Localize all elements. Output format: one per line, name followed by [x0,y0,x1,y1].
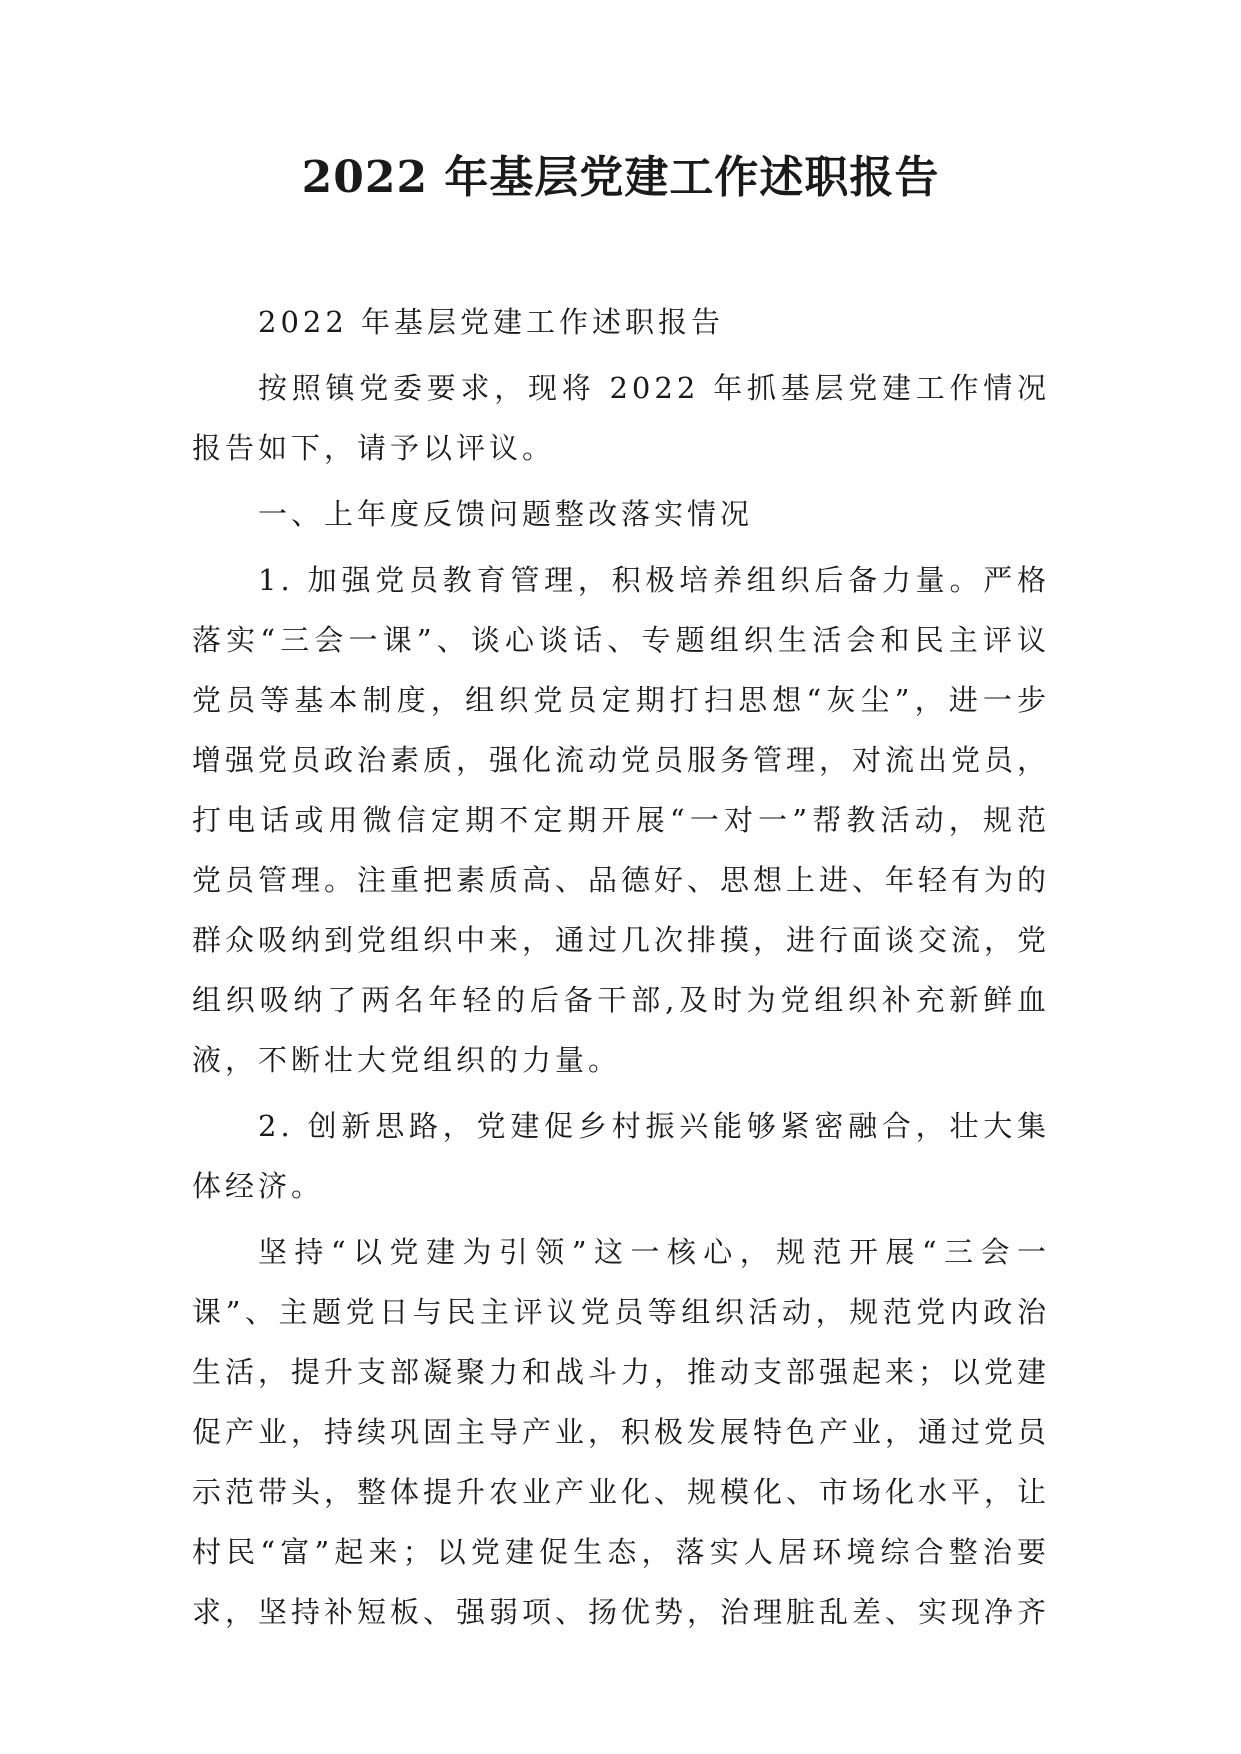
document-body [192,292,1050,1648]
section-heading-1: 一、上年度反馈问题整改落实情况 [258,497,754,531]
paragraph-item-2: 2. 创新思路，党建促乡村振兴能够紧密融合，壮大集体经济。 [192,1109,1050,1203]
paragraph-item-2-detail: 坚持“以党建为引领”这一核心，规范开展“三会一课”、主题党日与民主评议党员等组织活动，规范党内政治生活，提升支部凝聚力和战斗力，推动支部强起来；以党建促产业，持续巩固主导产业，积极发展特色产业，通过党员示范带头，整体提升农业产业化、规模化、市场化水平，让村民“富”起来；以党建促生态，落实人居环境综合整治要求，坚持补短板、强弱项、扬优势，治理脏乱差、实现净齐 [192,1235,1051,1629]
paragraph-subtitle: 2022 年基层党建工作述职报告 [258,305,725,339]
document-title: 2022 年基层党建工作述职报告 [301,152,940,203]
paragraph-intro: 按照镇党委要求，现将 2022 年抓基层党建工作情况报告如下，请予以评议。 [192,371,1050,465]
paragraph-item-1: 1. 加强党员教育管理，积极培养组织后备力量。严格落实“三会一课”、谈心谈话、专题组织生活会和民主评议党员等基本制度，组织党员定期打扫思想“灰尘”，进一步增强党员政治素质，强化流动党员服务管理，对流出党员，打电话或用微信定期不定期开展“一对一”帮教活动，规范党员管理。注重把素质高、品德好、思想上进、年轻有为的群众吸纳到党组织中来，通过几次排摸，进行面谈交流，党组织吸纳了两名年轻的后备干部,及时为党组织补充新鲜血液，不断壮大党组织的力量。 [192,563,1051,1077]
